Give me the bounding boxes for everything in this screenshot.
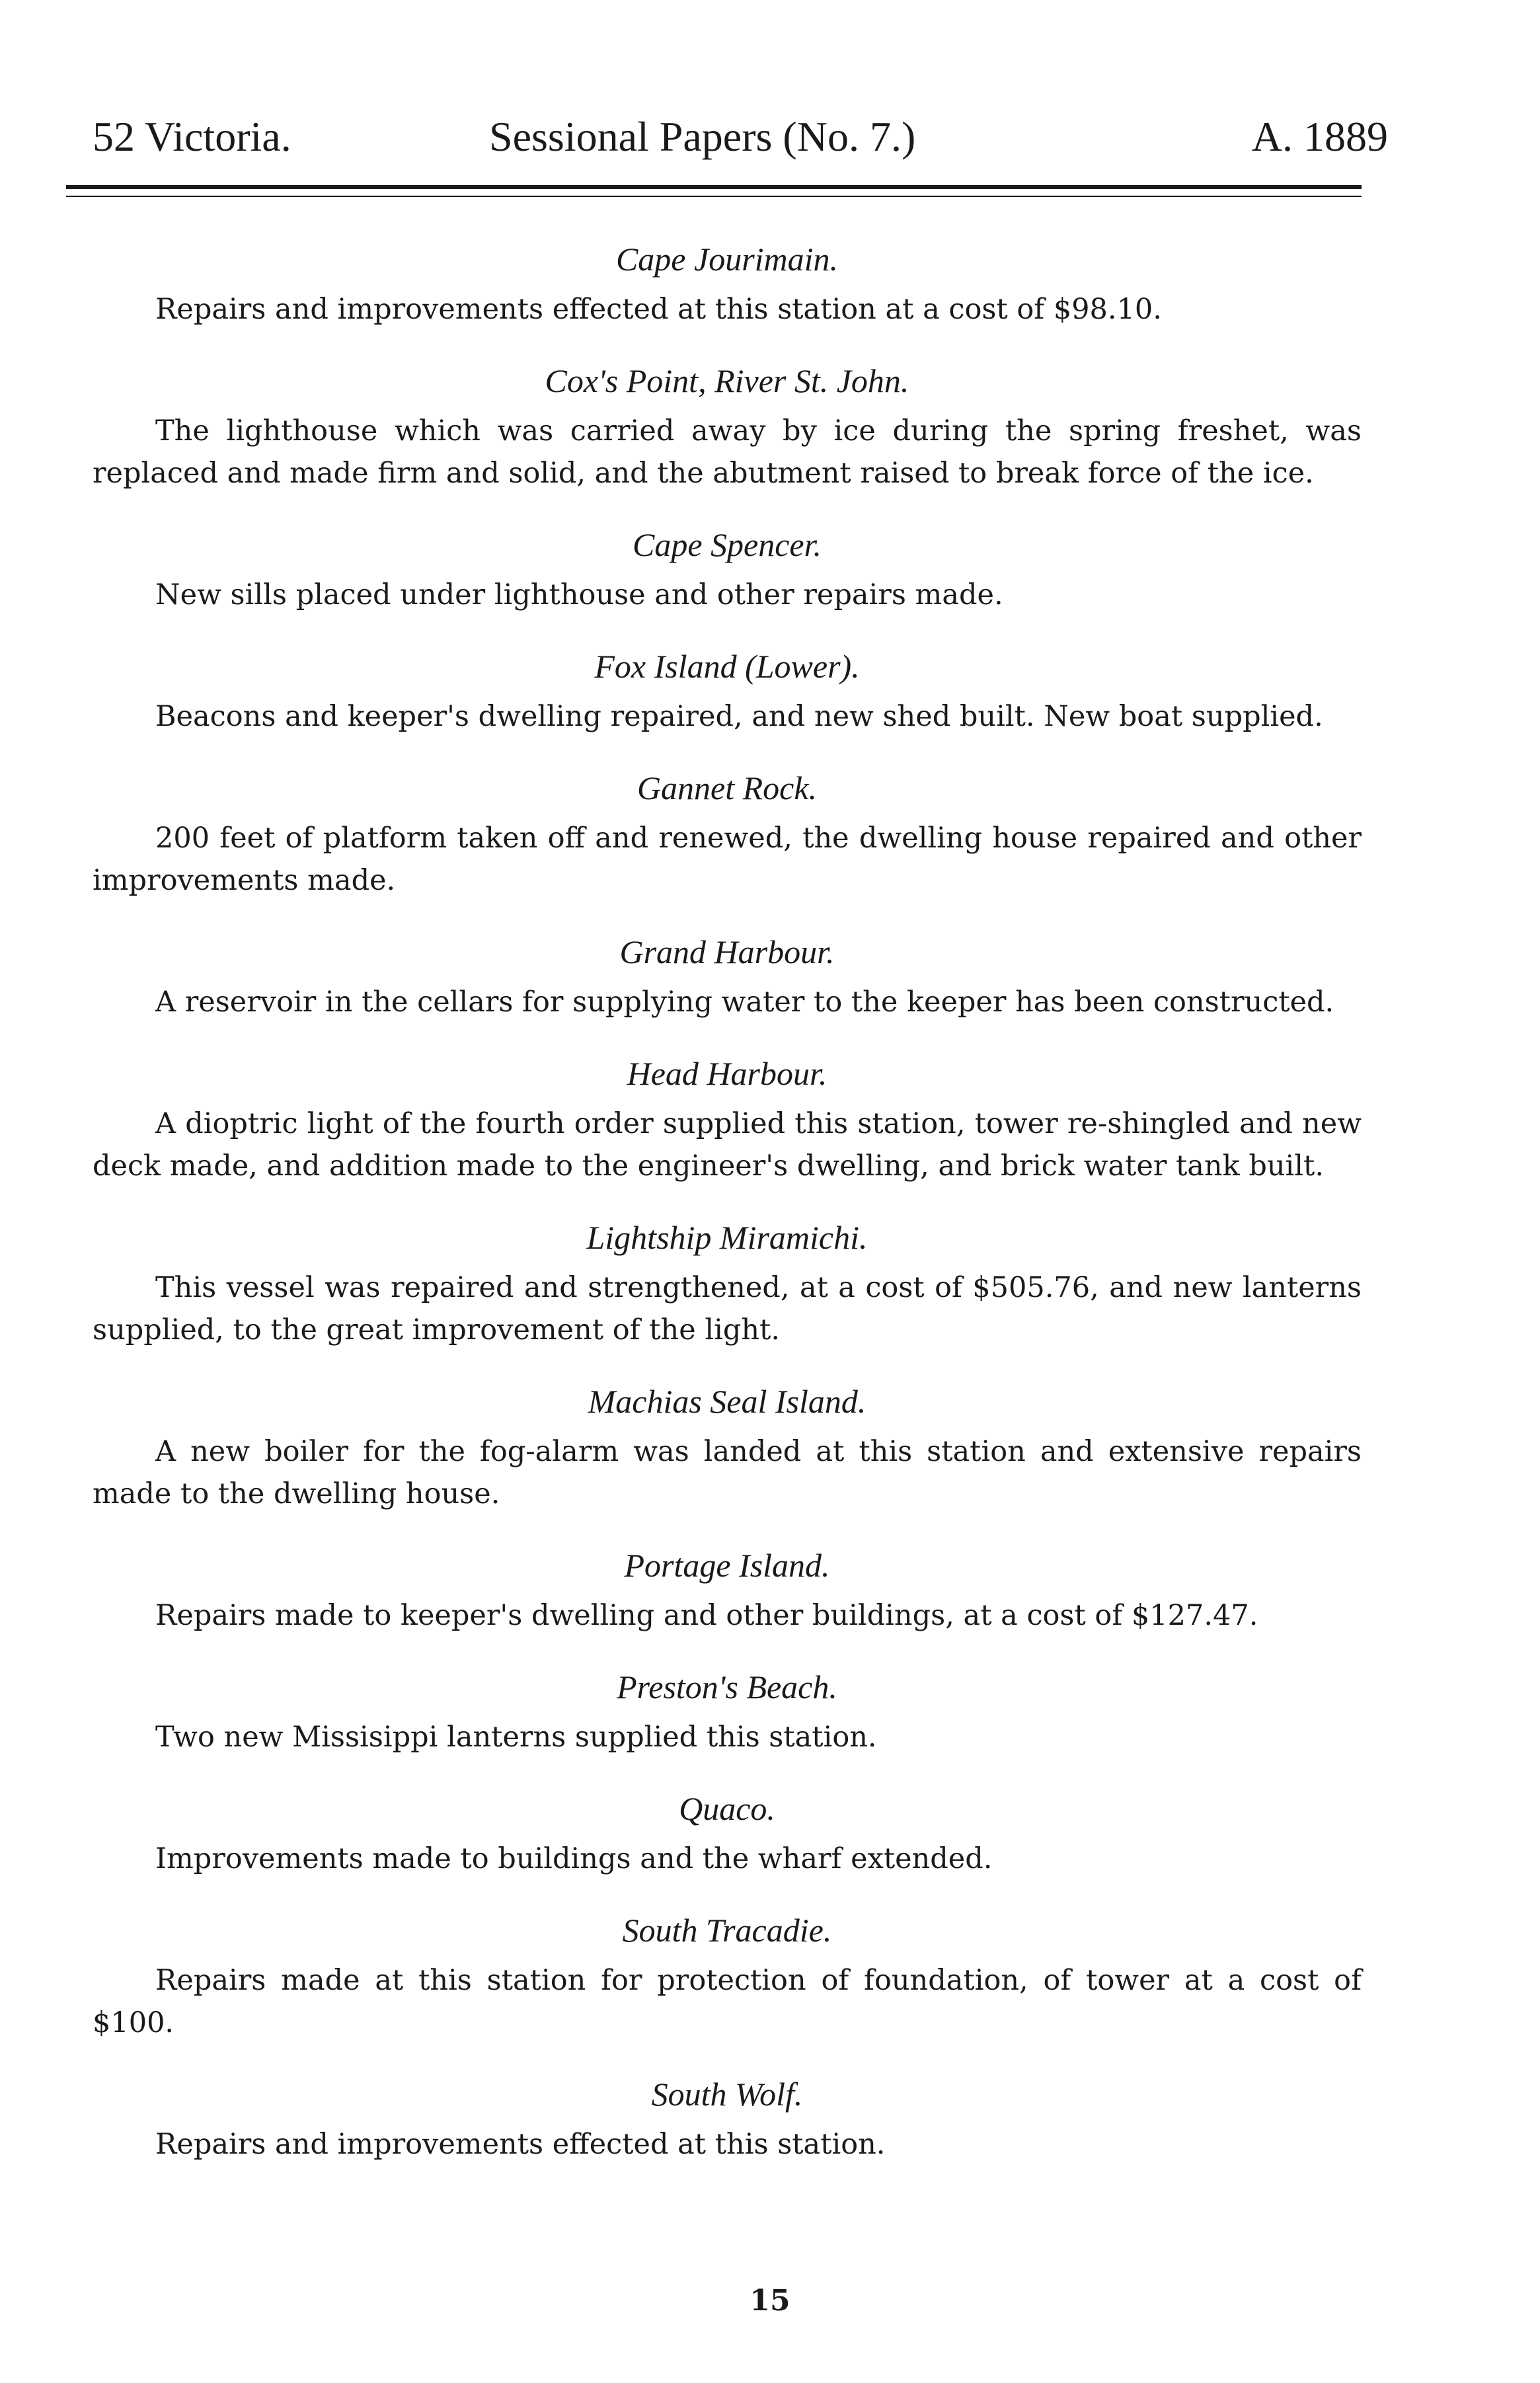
station-heading: Portage Island. <box>624 1547 830 1584</box>
station-text: Two new Missisippi lanterns supplied this station. <box>155 1721 877 1754</box>
station-section <box>93 1787 1362 1880</box>
station-text: This vessel was repaired and strengthened, at a cost of $505.76, and new lanterns supplied, to the great improvement of the light. <box>93 1271 1362 1347</box>
station-text: Beacons and keeper's dwelling repaired, and new shed built. New boat supplied. <box>155 700 1323 733</box>
station-heading: Preston's Beach. <box>617 1668 837 1705</box>
station-text: Repairs and improvements effected at this station at a cost of $98.10. <box>155 293 1162 326</box>
station-heading: Machias Seal Island. <box>588 1383 866 1420</box>
station-text: Repairs made to keeper's dwelling and other buildings, at a cost of $127.47. <box>155 1599 1258 1632</box>
station-text: The lighthouse which was carried away by ice during the spring freshet, was replaced and made firm and solid, and the abutment raised to break force of the ice. <box>93 414 1362 490</box>
station-text: New sills placed under lighthouse and other repairs made. <box>155 578 1003 611</box>
station-heading: Quaco. <box>679 1790 775 1827</box>
station-section <box>93 1666 1362 1758</box>
station-heading: Head Harbour. <box>627 1055 828 1092</box>
station-section <box>93 360 1362 494</box>
station-section <box>93 1909 1362 2044</box>
station-heading: Fox Island (Lower). <box>594 648 860 685</box>
page-number: 15 <box>750 2284 790 2318</box>
station-text: A dioptric light of the fourth order supplied this station, tower re-shingled and new deck made, and addition made to the engineer's dwelling, and brick water tank built. <box>93 1107 1362 1183</box>
station-text: A reservoir in the cellars for supplying water to the keeper has been constructed. <box>155 986 1334 1019</box>
header-year: A. 1889 <box>1251 113 1388 160</box>
station-heading: Gannet Rock. <box>636 769 818 806</box>
station-heading: Cape Spencer. <box>632 526 822 563</box>
station-heading: Cox's Point, River St. John. <box>545 362 909 399</box>
station-section <box>93 1380 1362 1515</box>
station-heading: South Wolf. <box>651 2076 803 2113</box>
station-section <box>93 1544 1362 1637</box>
header-title: Sessional Papers (No. 7.) <box>489 113 916 160</box>
station-section <box>93 645 1362 738</box>
station-text: A new boiler for the fog-alarm was landed at this station and extensive repairs made to the dwelling house. <box>93 1435 1362 1510</box>
station-heading: South Tracadie. <box>622 1912 832 1949</box>
page-header <box>93 112 1388 165</box>
station-heading: Grand Harbour. <box>619 933 835 970</box>
station-heading: Cape Jourimain. <box>615 241 839 278</box>
station-section <box>93 1216 1362 1351</box>
station-section <box>93 238 1362 331</box>
station-text: Improvements made to buildings and the wharf extended. <box>155 1842 993 1875</box>
station-section <box>93 767 1362 902</box>
report-body <box>93 238 1362 2195</box>
header-rule-thin <box>66 196 1362 197</box>
station-section <box>93 2073 1362 2166</box>
station-heading: Lightship Miramichi. <box>586 1219 868 1256</box>
station-text: Repairs and improvements effected at this station. <box>155 2128 886 2161</box>
station-text: 200 feet of platform taken off and renewed, the dwelling house repaired and other improvements made. <box>93 822 1362 897</box>
station-section <box>93 931 1362 1023</box>
station-section <box>93 524 1362 616</box>
station-text: Repairs made at this station for protection of foundation, of tower at a cost of $100. <box>93 1964 1362 2039</box>
station-section <box>93 1052 1362 1187</box>
header-rule-thick <box>66 185 1362 189</box>
header-session: 52 Victoria. <box>93 113 291 160</box>
